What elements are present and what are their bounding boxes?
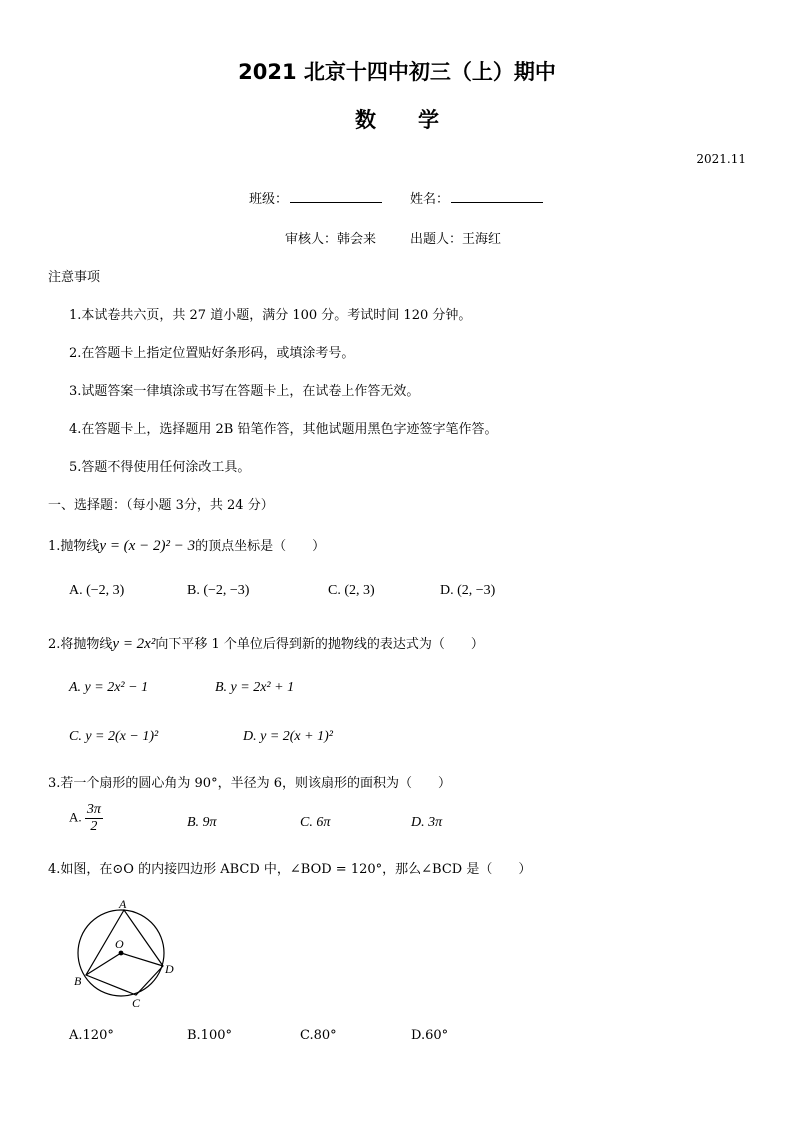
q2-option-b: B. y = 2x² + 1 <box>215 680 295 695</box>
notice-item: 4.在答题卡上，选择题用 2B 铅笔作答，其他试题用黑色字迹签字笔作答。 <box>69 422 498 437</box>
name-label: 姓名： <box>410 192 450 207</box>
question-2 <box>48 633 484 653</box>
label-c: C <box>132 996 141 1010</box>
segment-od <box>121 953 163 966</box>
q1-option-d: D. (2, −3) <box>440 583 496 598</box>
class-blank <box>290 188 382 203</box>
question-1 <box>48 535 325 555</box>
q3-option-a-label: A. <box>69 809 82 825</box>
label-b: B <box>74 974 82 988</box>
page-title: 2021 北京十四中初三（上）期中 <box>238 60 556 84</box>
label-d: D <box>165 962 174 976</box>
class-label: 班级： <box>249 192 289 207</box>
q2-suffix: 向下平移 1 个单位后得到新的抛物线的表达式为（ ） <box>155 637 484 652</box>
q4-option-a: A.120° <box>69 1028 114 1043</box>
name-field <box>410 188 543 207</box>
setter: 出题人：王海红 <box>410 232 502 247</box>
subject-title: 数学 <box>355 108 481 132</box>
fraction-denominator: 2 <box>90 819 98 834</box>
name-blank <box>451 188 543 203</box>
notice-item: 2.在答题卡上指定位置贴好条形码，或填涂考号。 <box>69 346 355 361</box>
q2-option-c: C. y = 2(x − 1)² <box>69 729 159 744</box>
q3-option-c: C. 6π <box>300 815 331 830</box>
circle-quadrilateral-figure <box>68 893 188 1013</box>
q2-expression: y = 2x² <box>112 636 156 652</box>
q1-suffix: 的顶点坐标是（ ） <box>195 539 326 554</box>
class-field <box>249 188 382 207</box>
center-point <box>119 951 124 956</box>
label-o: O <box>115 937 124 951</box>
exam-date: 2021.11 <box>696 152 746 166</box>
section-heading: 一、选择题：（每小题 3分，共 24 分） <box>48 498 274 513</box>
notice-item: 5.答题不得使用任何涂改工具。 <box>69 460 251 475</box>
q1-option-c: C. (2, 3) <box>328 583 375 598</box>
q1-option-b: B. (−2, −3) <box>187 583 250 598</box>
q1-expression: y = (x − 2)² − 3 <box>99 538 196 554</box>
question-4: 4.如图，在⊙O 的内接四边形 ABCD 中，∠BOD = 120°，那么∠BCD 是（ ） <box>48 862 532 877</box>
q3-option-d: D. 3π <box>411 815 443 830</box>
reviewer: 审核人：韩会来 <box>285 232 377 247</box>
notice-heading: 注意事项 <box>48 270 101 285</box>
q2-prefix: 2.将抛物线 <box>48 637 113 652</box>
q4-option-c: C.80° <box>300 1028 337 1043</box>
q1-option-a: A. (−2, 3) <box>69 583 125 598</box>
q4-option-b: B.100° <box>187 1028 232 1043</box>
q3-option-b: B. 9π <box>187 815 217 830</box>
label-a: A <box>119 897 127 911</box>
q4-option-d: D.60° <box>411 1028 449 1043</box>
q2-option-d: D. y = 2(x + 1)² <box>243 729 333 744</box>
q2-option-a: A. y = 2x² − 1 <box>69 680 149 695</box>
notice-item: 3.试题答案一律填涂或书写在答题卡上，在试卷上作答无效。 <box>69 384 420 399</box>
q1-prefix: 1.抛物线 <box>48 539 100 554</box>
fraction-numerator: 3π <box>86 802 101 817</box>
notice-item: 1.本试卷共六页，共 27 道小题，满分 100 分。考试时间 120 分钟。 <box>69 308 472 323</box>
q3-option-a <box>69 803 103 834</box>
segment-bo <box>86 953 121 975</box>
q3-option-a-fraction <box>85 803 103 834</box>
question-3: 3.若一个扇形的圆心角为 90°，半径为 6，则该扇形的面积为（ ） <box>48 776 451 791</box>
